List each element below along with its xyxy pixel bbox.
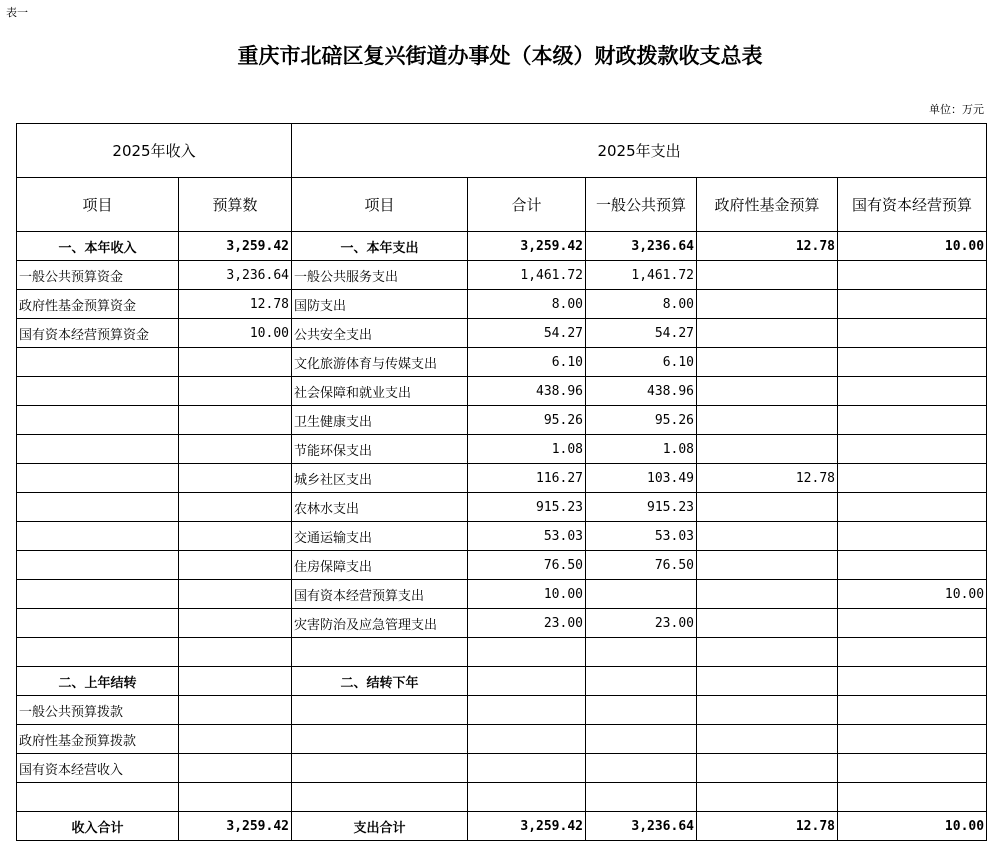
capital-budget-value: [838, 261, 987, 290]
expense-item: 住房保障支出: [292, 551, 468, 580]
expense-item: 文化旅游体育与传媒支出: [292, 348, 468, 377]
total-value: [468, 638, 586, 667]
capital-budget-value: [838, 319, 987, 348]
income-item: 二、上年结转: [17, 667, 179, 696]
table-row: [17, 696, 987, 725]
total-value: 53.03: [468, 522, 586, 551]
income-item: 政府性基金预算拨款: [17, 725, 179, 754]
income-item: [17, 406, 179, 435]
expense-item: 一般公共服务支出: [292, 261, 468, 290]
table-row: [17, 725, 987, 754]
income-value: [179, 406, 292, 435]
income-value: [179, 522, 292, 551]
fund-budget-value: [697, 493, 838, 522]
unit-label: 单位：万元: [929, 103, 984, 116]
total-value: [468, 783, 586, 812]
table-row: [17, 464, 987, 493]
form-number: 表一: [6, 6, 28, 19]
fund-budget-value: [697, 348, 838, 377]
expense-item: [292, 696, 468, 725]
income-value: [179, 783, 292, 812]
expense-item: 卫生健康支出: [292, 406, 468, 435]
expense-item: 城乡社区支出: [292, 464, 468, 493]
capital-budget-value: [838, 667, 987, 696]
fund-budget-value: [697, 783, 838, 812]
table-row: [17, 435, 987, 464]
capital-budget-value: [838, 290, 987, 319]
total-value: 3,259.42: [468, 232, 586, 261]
capital-budget-value: [838, 783, 987, 812]
income-value: [179, 580, 292, 609]
income-item: [17, 580, 179, 609]
total-value: [468, 725, 586, 754]
fund-budget-value: [697, 696, 838, 725]
income-item: 一、本年收入: [17, 232, 179, 261]
table-row: [17, 812, 987, 841]
table-row: [17, 551, 987, 580]
table-row: [17, 406, 987, 435]
total-value: [468, 754, 586, 783]
fund-budget-value: 12.78: [697, 812, 838, 841]
income-value: [179, 754, 292, 783]
capital-budget-value: [838, 464, 987, 493]
col-income-item: 项目: [17, 178, 179, 232]
col-general-budget: 一般公共预算: [586, 178, 697, 232]
table-row: [17, 783, 987, 812]
income-item: [17, 348, 179, 377]
capital-budget-value: [838, 406, 987, 435]
total-value: 6.10: [468, 348, 586, 377]
general-budget-value: 53.03: [586, 522, 697, 551]
fund-budget-value: [697, 522, 838, 551]
general-budget-value: 1,461.72: [586, 261, 697, 290]
expense-item: 交通运输支出: [292, 522, 468, 551]
expense-item: [292, 783, 468, 812]
total-value: 915.23: [468, 493, 586, 522]
col-capital-budget: 国有资本经营预算: [838, 178, 987, 232]
capital-budget-value: 10.00: [838, 232, 987, 261]
table-row: [17, 609, 987, 638]
fund-budget-value: 12.78: [697, 232, 838, 261]
income-value: [179, 696, 292, 725]
total-value: 116.27: [468, 464, 586, 493]
table-row: [17, 348, 987, 377]
table-row: [17, 667, 987, 696]
income-item: [17, 551, 179, 580]
col-expense-item: 项目: [292, 178, 468, 232]
income-value: [179, 638, 292, 667]
general-budget-value: 95.26: [586, 406, 697, 435]
expense-item: [292, 638, 468, 667]
fund-budget-value: [697, 435, 838, 464]
capital-budget-value: 10.00: [838, 580, 987, 609]
general-budget-value: 915.23: [586, 493, 697, 522]
expense-item: 公共安全支出: [292, 319, 468, 348]
income-header: 2025年收入: [17, 124, 292, 178]
income-value: 3,259.42: [179, 812, 292, 841]
general-budget-value: [586, 754, 697, 783]
capital-budget-value: 10.00: [838, 812, 987, 841]
table-row: [17, 232, 987, 261]
capital-budget-value: [838, 435, 987, 464]
total-value: 3,259.42: [468, 812, 586, 841]
fund-budget-value: [697, 290, 838, 319]
income-value: [179, 667, 292, 696]
total-value: 1.08: [468, 435, 586, 464]
income-value: [179, 725, 292, 754]
fund-budget-value: [697, 551, 838, 580]
income-value: 3,259.42: [179, 232, 292, 261]
column-header-row: [17, 178, 987, 232]
income-value: [179, 493, 292, 522]
table-row: [17, 290, 987, 319]
capital-budget-value: [838, 725, 987, 754]
income-value: [179, 464, 292, 493]
general-budget-value: [586, 783, 697, 812]
expense-item: 国有资本经营预算支出: [292, 580, 468, 609]
general-budget-value: 23.00: [586, 609, 697, 638]
table-row: [17, 377, 987, 406]
income-value: 12.78: [179, 290, 292, 319]
general-budget-value: 76.50: [586, 551, 697, 580]
fund-budget-value: [697, 580, 838, 609]
capital-budget-value: [838, 522, 987, 551]
col-total: 合计: [468, 178, 586, 232]
income-item: 国有资本经营预算资金: [17, 319, 179, 348]
expense-item: 国防支出: [292, 290, 468, 319]
expense-item: [292, 725, 468, 754]
col-fund-budget: 政府性基金预算: [697, 178, 838, 232]
general-budget-value: 103.49: [586, 464, 697, 493]
general-budget-value: 3,236.64: [586, 812, 697, 841]
general-budget-value: 1.08: [586, 435, 697, 464]
total-value: [468, 667, 586, 696]
expense-item: [292, 754, 468, 783]
general-budget-value: 54.27: [586, 319, 697, 348]
general-budget-value: [586, 696, 697, 725]
income-value: [179, 609, 292, 638]
income-item: [17, 493, 179, 522]
general-budget-value: 8.00: [586, 290, 697, 319]
general-budget-value: 6.10: [586, 348, 697, 377]
fund-budget-value: 12.78: [697, 464, 838, 493]
table-row: [17, 261, 987, 290]
fund-budget-value: [697, 638, 838, 667]
total-value: 10.00: [468, 580, 586, 609]
total-value: 76.50: [468, 551, 586, 580]
total-value: 438.96: [468, 377, 586, 406]
table-row: [17, 580, 987, 609]
general-budget-value: 438.96: [586, 377, 697, 406]
expense-header: 2025年支出: [292, 124, 987, 178]
income-item: 收入合计: [17, 812, 179, 841]
income-value: [179, 551, 292, 580]
general-budget-value: [586, 638, 697, 667]
general-budget-value: 3,236.64: [586, 232, 697, 261]
total-value: 95.26: [468, 406, 586, 435]
income-item: [17, 609, 179, 638]
income-item: [17, 377, 179, 406]
expense-item: 社会保障和就业支出: [292, 377, 468, 406]
capital-budget-value: [838, 754, 987, 783]
table-row: [17, 319, 987, 348]
income-value: 10.00: [179, 319, 292, 348]
capital-budget-value: [838, 638, 987, 667]
fund-budget-value: [697, 377, 838, 406]
income-item: [17, 638, 179, 667]
expense-item: 节能环保支出: [292, 435, 468, 464]
col-income-budget: 预算数: [179, 178, 292, 232]
income-value: 3,236.64: [179, 261, 292, 290]
expense-item: 二、结转下年: [292, 667, 468, 696]
income-value: [179, 377, 292, 406]
income-value: [179, 435, 292, 464]
header-row: [17, 124, 987, 178]
income-item: [17, 522, 179, 551]
fund-budget-value: [697, 725, 838, 754]
general-budget-value: [586, 580, 697, 609]
income-item: [17, 435, 179, 464]
capital-budget-value: [838, 609, 987, 638]
budget-table: [16, 123, 987, 841]
table-row: [17, 522, 987, 551]
fund-budget-value: [697, 319, 838, 348]
expense-item: 灾害防治及应急管理支出: [292, 609, 468, 638]
total-value: 23.00: [468, 609, 586, 638]
capital-budget-value: [838, 696, 987, 725]
fund-budget-value: [697, 609, 838, 638]
fund-budget-value: [697, 754, 838, 783]
capital-budget-value: [838, 493, 987, 522]
fund-budget-value: [697, 261, 838, 290]
capital-budget-value: [838, 377, 987, 406]
table-row: [17, 493, 987, 522]
income-value: [179, 348, 292, 377]
table-row: [17, 754, 987, 783]
expense-item: 一、本年支出: [292, 232, 468, 261]
general-budget-value: [586, 725, 697, 754]
total-value: 54.27: [468, 319, 586, 348]
table-row: [17, 638, 987, 667]
income-item: 一般公共预算拨款: [17, 696, 179, 725]
income-item: 一般公共预算资金: [17, 261, 179, 290]
income-item: [17, 783, 179, 812]
income-item: 国有资本经营收入: [17, 754, 179, 783]
expense-item: 支出合计: [292, 812, 468, 841]
total-value: 1,461.72: [468, 261, 586, 290]
capital-budget-value: [838, 551, 987, 580]
total-value: [468, 696, 586, 725]
fund-budget-value: [697, 667, 838, 696]
income-item: 政府性基金预算资金: [17, 290, 179, 319]
page-title: 重庆市北碚区复兴街道办事处（本级）财政拨款收支总表: [237, 43, 763, 68]
income-item: [17, 464, 179, 493]
total-value: 8.00: [468, 290, 586, 319]
capital-budget-value: [838, 348, 987, 377]
fund-budget-value: [697, 406, 838, 435]
expense-item: 农林水支出: [292, 493, 468, 522]
general-budget-value: [586, 667, 697, 696]
